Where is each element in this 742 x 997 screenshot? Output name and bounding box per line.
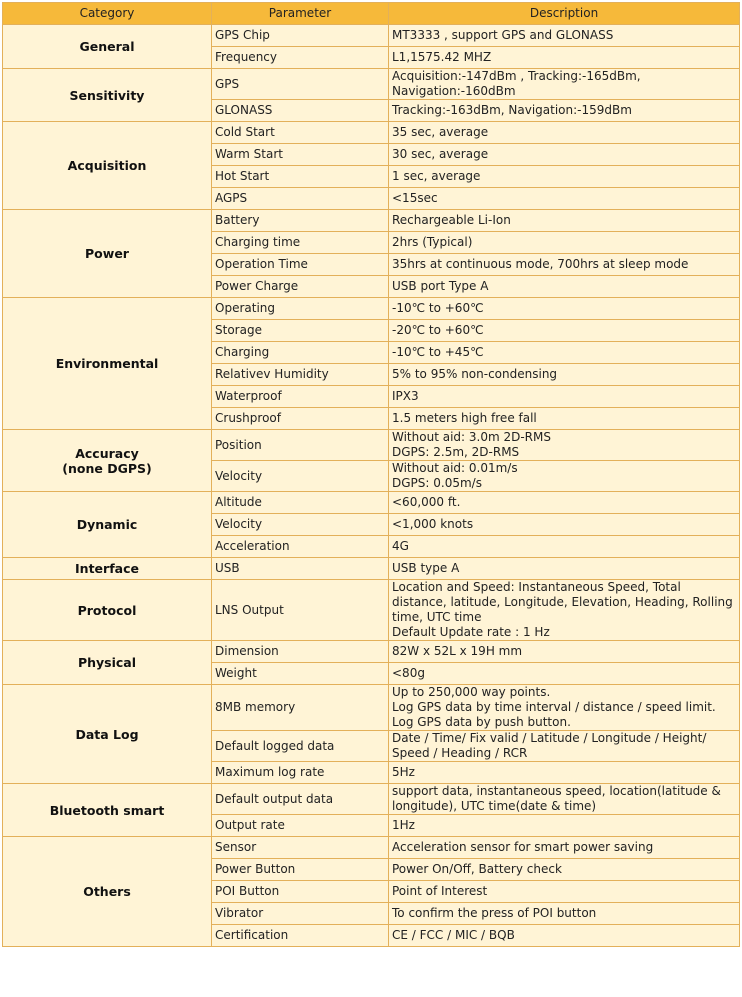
parameter-cell: Default output data	[212, 784, 389, 815]
header-parameter: Parameter	[212, 3, 389, 25]
description-cell: -10℃ to +60℃	[389, 298, 740, 320]
description-cell: 35 sec, average	[389, 122, 740, 144]
parameter-cell: Frequency	[212, 47, 389, 69]
description-cell: 4G	[389, 536, 740, 558]
table-row	[3, 210, 740, 232]
description-cell: Power On/Off, Battery check	[389, 859, 740, 881]
description-cell: CE / FCC / MIC / BQB	[389, 925, 740, 947]
description-cell: Point of Interest	[389, 881, 740, 903]
parameter-cell: Dimension	[212, 641, 389, 663]
description-cell: Without aid: 3.0m 2D-RMS DGPS: 2.5m, 2D-RMS	[389, 430, 740, 461]
parameter-cell: Weight	[212, 663, 389, 685]
description-cell: Acceleration sensor for smart power saving	[389, 837, 740, 859]
category-cell: Sensitivity	[3, 69, 212, 122]
parameter-cell: Velocity	[212, 461, 389, 492]
description-cell: Acquisition:-147dBm , Tracking:-165dBm, Navigation:-160dBm	[389, 69, 740, 100]
category-cell: Physical	[3, 641, 212, 685]
description-cell: MT3333 , support GPS and GLONASS	[389, 25, 740, 47]
table-row	[3, 558, 740, 580]
parameter-cell: Altitude	[212, 492, 389, 514]
parameter-cell: 8MB memory	[212, 685, 389, 731]
parameter-cell: Output rate	[212, 815, 389, 837]
description-cell: USB type A	[389, 558, 740, 580]
spec-table	[2, 2, 740, 947]
parameter-cell: USB	[212, 558, 389, 580]
parameter-cell: Power Charge	[212, 276, 389, 298]
category-cell: Interface	[3, 558, 212, 580]
category-cell: Acquisition	[3, 122, 212, 210]
parameter-cell: Velocity	[212, 514, 389, 536]
parameter-cell: Charging time	[212, 232, 389, 254]
description-cell: Location and Speed: Instantaneous Speed, Total distance, latitude, Longitude, Elevation, Heading, Rolling time, UTC time Default Update rate : 1 Hz	[389, 580, 740, 641]
description-cell: support data, instantaneous speed, location(latitude & longitude), UTC time(date & time)	[389, 784, 740, 815]
table-row	[3, 122, 740, 144]
parameter-cell: Relativev Humidity	[212, 364, 389, 386]
description-cell: 1.5 meters high free fall	[389, 408, 740, 430]
header-description: Description	[389, 3, 740, 25]
description-cell: Tracking:-163dBm, Navigation:-159dBm	[389, 100, 740, 122]
parameter-cell: Maximum log rate	[212, 762, 389, 784]
table-row	[3, 784, 740, 815]
parameter-cell: GLONASS	[212, 100, 389, 122]
parameter-cell: Vibrator	[212, 903, 389, 925]
header-row	[3, 3, 740, 25]
description-cell: 5Hz	[389, 762, 740, 784]
description-cell: 82W x 52L x 19H mm	[389, 641, 740, 663]
parameter-cell: Certification	[212, 925, 389, 947]
table-row	[3, 492, 740, 514]
parameter-cell: POI Button	[212, 881, 389, 903]
description-cell: Date / Time/ Fix valid / Latitude / Longitude / Height/ Speed / Heading / RCR	[389, 731, 740, 762]
header-category: Category	[3, 3, 212, 25]
parameter-cell: Position	[212, 430, 389, 461]
table-row	[3, 580, 740, 641]
parameter-cell: Charging	[212, 342, 389, 364]
table-row	[3, 837, 740, 859]
parameter-cell: Hot Start	[212, 166, 389, 188]
category-cell: Data Log	[3, 685, 212, 784]
description-cell: Rechargeable Li-Ion	[389, 210, 740, 232]
parameter-cell: Waterproof	[212, 386, 389, 408]
category-cell: Accuracy (none DGPS)	[3, 430, 212, 492]
table-row	[3, 430, 740, 461]
table-row	[3, 685, 740, 731]
description-cell: IPX3	[389, 386, 740, 408]
description-cell: <60,000 ft.	[389, 492, 740, 514]
table-row	[3, 69, 740, 100]
parameter-cell: GPS Chip	[212, 25, 389, 47]
description-cell: Without aid: 0.01m/s DGPS: 0.05m/s	[389, 461, 740, 492]
spec-body	[3, 25, 740, 947]
description-cell: 1 sec, average	[389, 166, 740, 188]
parameter-cell: Crushproof	[212, 408, 389, 430]
description-cell: To confirm the press of POI button	[389, 903, 740, 925]
parameter-cell: Acceleration	[212, 536, 389, 558]
category-cell: Dynamic	[3, 492, 212, 558]
parameter-cell: GPS	[212, 69, 389, 100]
table-row	[3, 298, 740, 320]
description-cell: L1,1575.42 MHZ	[389, 47, 740, 69]
parameter-cell: Default logged data	[212, 731, 389, 762]
description-cell: 30 sec, average	[389, 144, 740, 166]
description-cell: <80g	[389, 663, 740, 685]
category-cell: Environmental	[3, 298, 212, 430]
category-cell: General	[3, 25, 212, 69]
parameter-cell: Storage	[212, 320, 389, 342]
description-cell: <15sec	[389, 188, 740, 210]
description-cell: <1,000 knots	[389, 514, 740, 536]
description-cell: 2hrs (Typical)	[389, 232, 740, 254]
category-cell: Power	[3, 210, 212, 298]
table-row	[3, 25, 740, 47]
category-cell: Others	[3, 837, 212, 947]
parameter-cell: AGPS	[212, 188, 389, 210]
parameter-cell: Power Button	[212, 859, 389, 881]
description-cell: 35hrs at continuous mode, 700hrs at sleep mode	[389, 254, 740, 276]
parameter-cell: Operation Time	[212, 254, 389, 276]
parameter-cell: Sensor	[212, 837, 389, 859]
parameter-cell: Warm Start	[212, 144, 389, 166]
category-cell: Bluetooth smart	[3, 784, 212, 837]
category-cell: Protocol	[3, 580, 212, 641]
parameter-cell: Operating	[212, 298, 389, 320]
description-cell: 5% to 95% non-condensing	[389, 364, 740, 386]
description-cell: -20℃ to +60℃	[389, 320, 740, 342]
description-cell: 1Hz	[389, 815, 740, 837]
description-cell: Up to 250,000 way points. Log GPS data by time interval / distance / speed limit. Log GPS data by push button.	[389, 685, 740, 731]
description-cell: -10℃ to +45℃	[389, 342, 740, 364]
parameter-cell: Cold Start	[212, 122, 389, 144]
parameter-cell: Battery	[212, 210, 389, 232]
description-cell: USB port Type A	[389, 276, 740, 298]
parameter-cell: LNS Output	[212, 580, 389, 641]
table-row	[3, 641, 740, 663]
